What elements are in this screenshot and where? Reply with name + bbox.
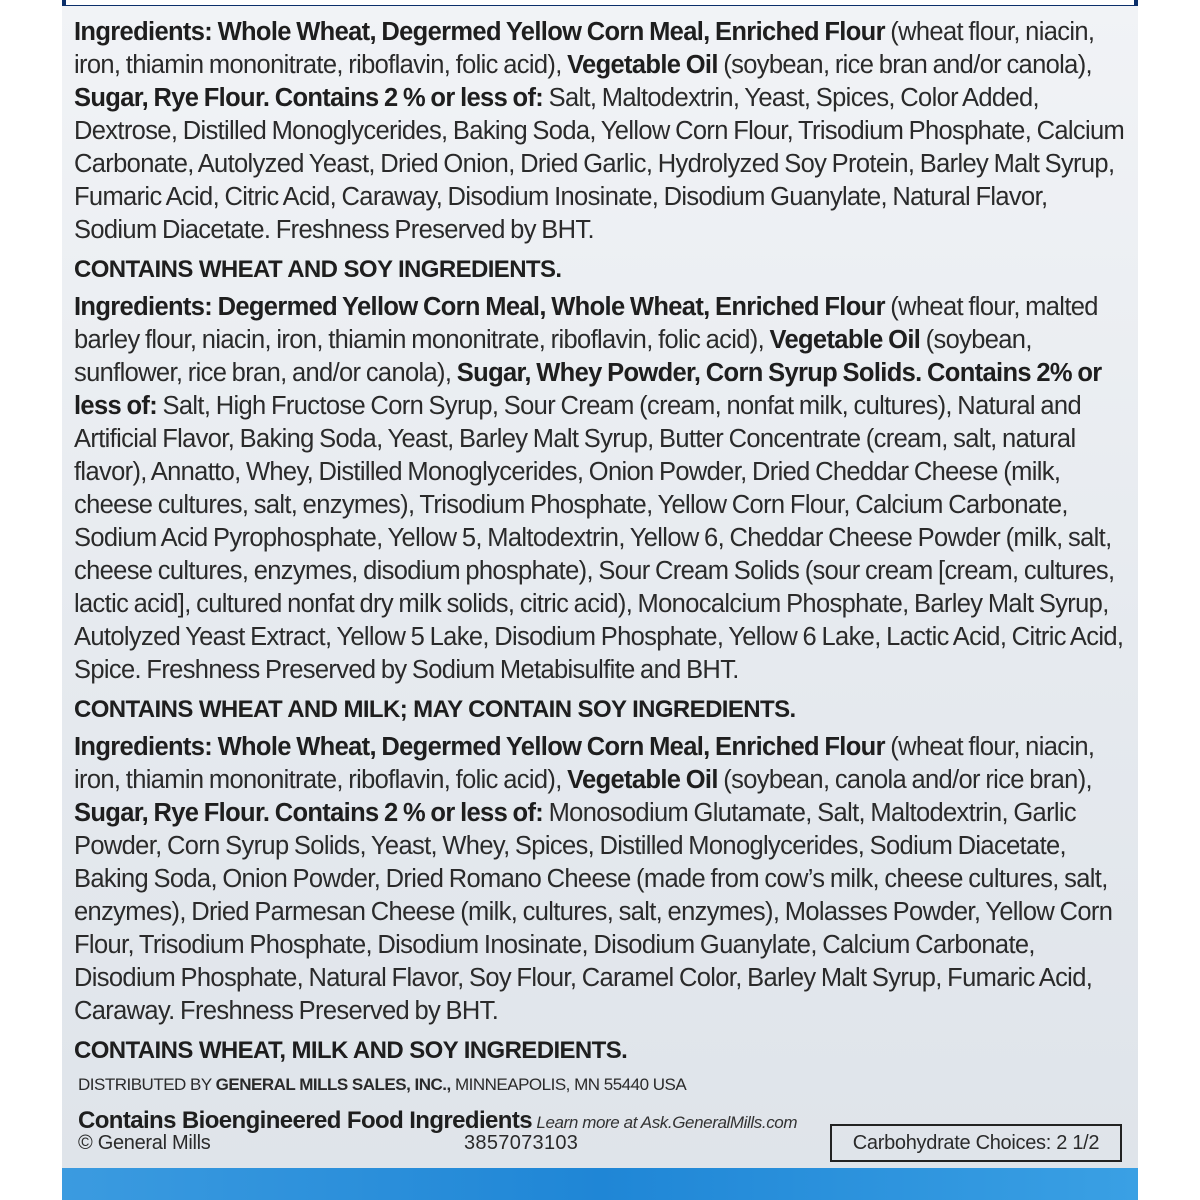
ingredients-bold: Ingredients: Whole Wheat, Degermed Yellow Corn Meal, Enriched Flour xyxy=(74,18,885,46)
ingredients-paragraph-1 xyxy=(74,16,1126,247)
ingredients-text: (soybean, sunflower, rice bran, and/or canola), xyxy=(74,326,1032,387)
ingredients-bold: Sugar, Rye Flour. Contains 2 % or less of: xyxy=(74,84,544,112)
ingredients-text: (wheat flour, niacin, iron, thiamin mononitrate, riboflavin, folic acid), xyxy=(74,18,1095,79)
ingredients-text: Monosodium Glutamate, Salt, Maltodextrin, Garlic Powder, Corn Syrup Solids, Yeast, Whey, Spices, Distilled Monoglycerides, Sodium Diacetate, Baking Soda, Onion Powder, Dried Romano Cheese (made from cow’s milk, cheese cultures, salt, enzymes), Dried Parmesan Cheese (milk, cultures, salt, enzymes), Molasses Powder, Yellow Corn Flour, Trisodium Phosphate, Disodium Inosinate, Disodium Guanylate, Calcium Carbonate, Disodium Phosphate, Natural Flavor, Soy Flour, Caramel Color, Barley Malt Syrup, Fumaric Acid, Caraway. Freshness Preserved by BHT. xyxy=(74,799,1113,1025)
product-code: 3857073103 xyxy=(464,1132,579,1154)
ingredients-bold: Sugar, Whey Powder, Corn Syrup Solids. Contains 2% or less of: xyxy=(74,359,1102,420)
bioengineered-label: Contains Bioengineered Food Ingredients xyxy=(78,1107,532,1134)
ingredients-text: (soybean, rice bran and/or canola), xyxy=(717,51,1092,79)
bioengineered-learn-more: Learn more at Ask.GeneralMills.com xyxy=(536,1113,798,1132)
ingredients-paragraph-2 xyxy=(74,291,1126,687)
ingredients-bold: Vegetable Oil xyxy=(769,326,921,354)
ingredients-text: (wheat flour, malted barley flour, niacin, iron, thiamin mononitrate, riboflavin, folic acid), xyxy=(74,293,1098,354)
ingredients-text: Salt, Maltodextrin, Yeast, Spices, Color Added, Dextrose, Distilled Monoglycerides, Baking Soda, Yellow Corn Flour, Trisodium Phosphate, Calcium Carbonate, Autolyzed Yeast, Dried Onion, Dried Garlic, Hydrolyzed Soy Protein, Barley Malt Syrup, Fumaric Acid, Citric Acid, Caraway, Disodium Inosinate, Disodium Guanylate, Natural Flavor, Sodium Diacetate. Freshness Preserved by BHT. xyxy=(74,84,1125,244)
distributor-address: MINNEAPOLIS, MN 55440 USA xyxy=(450,1075,687,1094)
allergen-statement-3: CONTAINS WHEAT, MILK AND SOY INGREDIENTS. xyxy=(74,1037,628,1064)
ingredients-text: (soybean, canola and/or rice bran), xyxy=(717,766,1092,794)
ingredients-bold: Ingredients: Degermed Yellow Corn Meal, Whole Wheat, Enriched Flour xyxy=(74,293,885,321)
package-bottom-band xyxy=(62,1168,1138,1200)
allergen-statement-1: CONTAINS WHEAT AND SOY INGREDIENTS. xyxy=(74,256,562,283)
copyright-text: © General Mills xyxy=(78,1132,211,1154)
carbohydrate-choices-text: Carbohydrate Choices: 2 1/2 xyxy=(852,1131,1100,1154)
ingredients-text: (wheat flour, niacin, iron, thiamin mononitrate, riboflavin, folic acid), xyxy=(74,733,1095,794)
ingredients-bold: Sugar, Rye Flour. Contains 2 % or less of: xyxy=(74,799,544,827)
ingredients-text: Salt, High Fructose Corn Syrup, Sour Cream (cream, nonfat milk, cultures), Natural and Artificial Flavor, Baking Soda, Yeast, Barley Malt Syrup, Butter Concentrate (cream, salt, natural flavor), Annatto, Whey, Distilled Monoglycerides, Onion Powder, Dried Cheddar Cheese (milk, cheese cultures, salt, enzymes), Trisodium Phosphate, Yellow Corn Flour, Calcium Carbonate, Sodium Acid Pyrophosphate, Yellow 5, Maltodextrin, Yellow 6, Cheddar Cheese Powder (milk, salt, cheese cultures, enzymes, disodium phosphate), Sour Cream Solids (sour cream [cream, cultures, lactic acid], cultured nonfat dry milk solids, citric acid), Monocalcium Phosphate, Barley Malt Syrup, Autolyzed Yeast Extract, Yellow 5 Lake, Disodium Phosphate, Yellow 6 Lake, Lactic Acid, Citric Acid, Spice. Freshness Preserved by Sodium Metabisulfite and BHT. xyxy=(74,392,1124,684)
distributor-company: GENERAL MILLS SALES, INC., xyxy=(215,1075,451,1094)
distributor-prefix: DISTRIBUTED BY xyxy=(78,1075,216,1094)
ingredients-bold: Vegetable Oil xyxy=(567,766,718,794)
distributor-line xyxy=(78,1074,1126,1096)
allergen-statement-2: CONTAINS WHEAT AND MILK; MAY CONTAIN SOY INGREDIENTS. xyxy=(74,696,796,723)
ingredients-bold: Ingredients: Whole Wheat, Degermed Yellow Corn Meal, Enriched Flour xyxy=(74,733,885,761)
ingredients-content xyxy=(74,16,1126,1139)
package-top-highlight xyxy=(66,0,1134,5)
carbohydrate-choices-box xyxy=(830,1124,1122,1162)
ingredients-paragraph-3 xyxy=(74,731,1126,1028)
ingredients-bold: Vegetable Oil xyxy=(567,51,718,79)
